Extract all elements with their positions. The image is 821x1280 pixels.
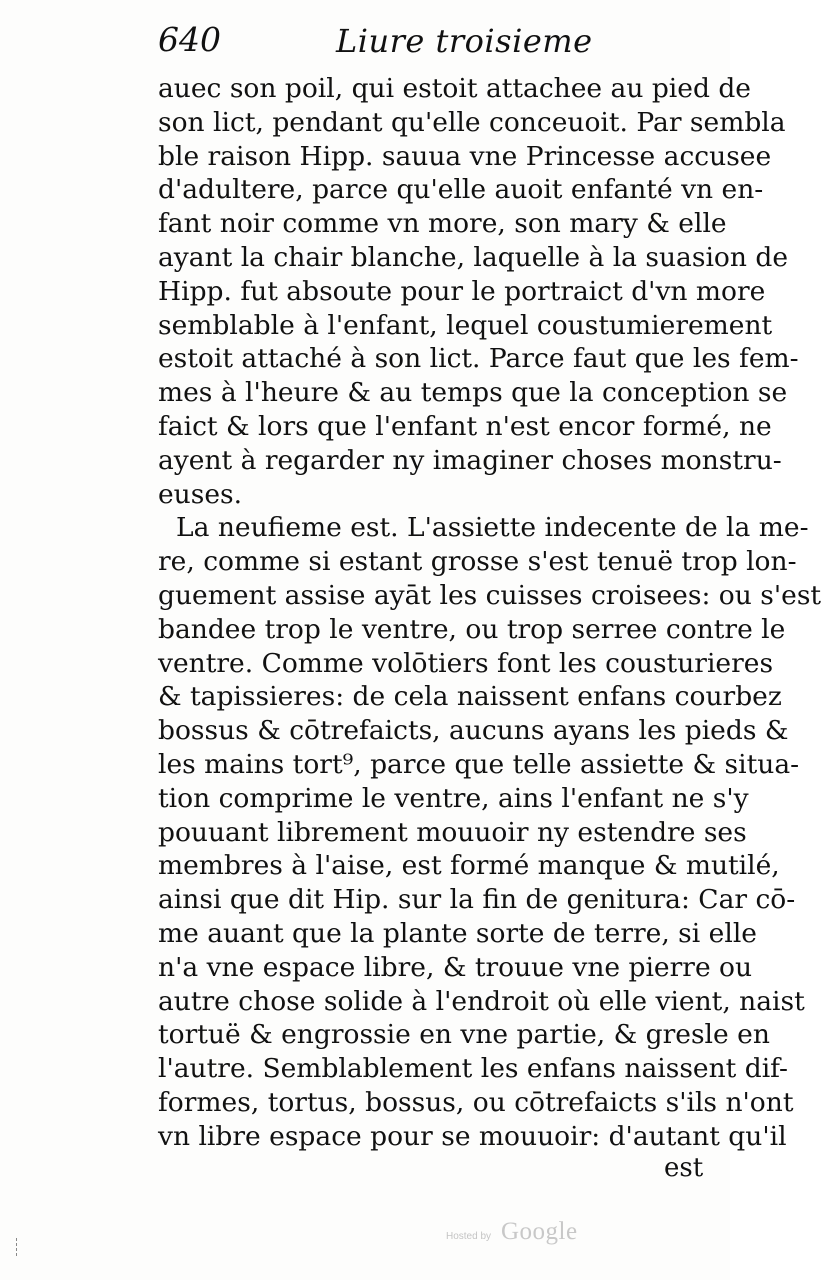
text-line: tortuë & engrossie en vne partie, & gresle en [158, 1019, 770, 1051]
text-line: mes à l'heure & au temps que la conception se [158, 377, 788, 409]
text-line: bandee trop le ventre, ou trop serree contre le [158, 613, 786, 645]
text-line: membres à l'aise, est formé manque & mutilé, [158, 850, 780, 882]
text-line: tion comprime le ventre, ains l'enfant ne s'y [158, 782, 749, 814]
catchword: est [664, 1153, 704, 1183]
text-line: ainsi que dit Hip. sur la fin de genitura: Car cō- [158, 884, 796, 916]
text-line: auec son poil, qui estoit attachee au pied de [158, 73, 751, 104]
running-title: Liure troisieme [336, 22, 593, 60]
text-line: La neufieme est. L'assiette indecente de la me- [176, 512, 809, 544]
text-line: son lict, pendant qu'elle conceuoit. Par sembla [158, 106, 786, 138]
text-line: autre chose solide à l'endroit où elle vient, naist [158, 985, 805, 1017]
scan-speck [16, 1238, 21, 1256]
text-line: re, comme si estant grosse s'est tenuë trop lon- [158, 546, 797, 578]
text-line: estoit attaché à son lict. Parce faut que les fem- [158, 343, 799, 375]
text-line: les mains tort⁹, parce que telle assiette & situa- [158, 748, 800, 780]
text-line: guement assise ayāt les cuisses croisees: ou s'est [158, 579, 821, 611]
text-line: vn libre espace pour se mouuoir: d'autant qu'il [158, 1120, 787, 1152]
hosted-by-label: Hosted by [446, 1231, 492, 1242]
text-line: ble raison Hipp. sauua vne Princesse accusee [158, 140, 772, 172]
text-line: ayant la chair blanche, laquelle à la suasion de [158, 241, 789, 273]
text-line: me auant que la plante sorte de terre, si elle [158, 917, 757, 949]
text-line: ayent à regarder ny imaginer choses monstru- [158, 444, 782, 476]
text-line: ventre. Comme volōtiers font les cousturieres [158, 647, 774, 679]
page-header [158, 20, 718, 64]
text-line: faict & lors que l'enfant n'est encor formé, ne [158, 410, 772, 442]
body-text [158, 72, 821, 1154]
text-line: pouuant librement mouuoir ny estendre ses [158, 816, 747, 848]
text-line: semblable à l'enfant, lequel coustumierement [158, 309, 773, 341]
text-line: Hipp. fut absoute pour le portraict d'vn more [158, 275, 766, 307]
page-number: 640 [158, 20, 221, 59]
text-line: n'a vne espace libre, & trouue vne pierre ou [158, 951, 753, 983]
text-line: formes, tortus, bossus, ou cōtrefaicts s'ils n'ont [158, 1086, 794, 1118]
google-logo: Google [501, 1218, 578, 1245]
text-line: fant noir comme vn more, son mary & elle [158, 208, 727, 240]
text-line: & tapissieres: de cela naissent enfans courbez [158, 681, 782, 713]
text-line: bossus & cōtrefaicts, aucuns ayans les pieds & [158, 715, 789, 747]
text-line: l'autre. Semblablement les enfans naissent dif- [158, 1053, 788, 1085]
text-line: euses. [158, 478, 243, 510]
text-line: d'adultere, parce qu'elle auoit enfanté vn en- [158, 174, 764, 206]
